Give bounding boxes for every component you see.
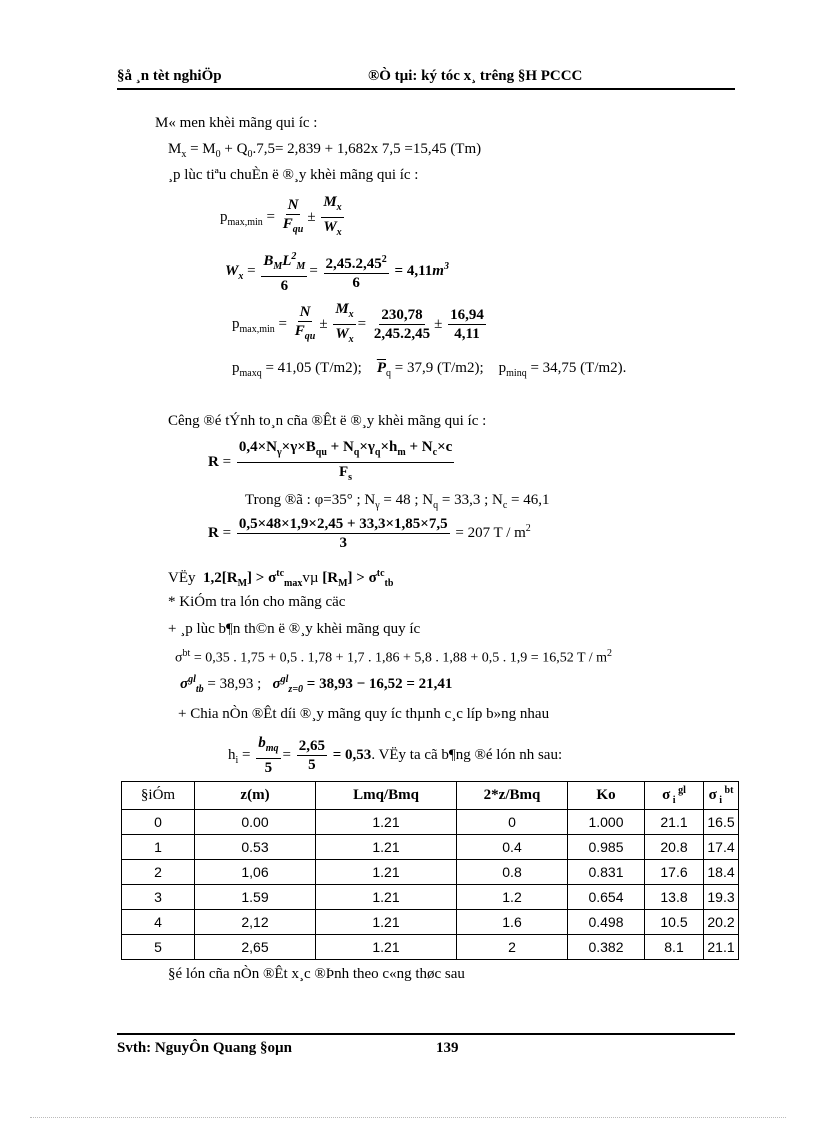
table-row [122,810,739,835]
cell: 2 [457,935,568,960]
hi-formula: $h_i$ = $\frac{b_{mq}}{5}$ = $\frac{2,65}{5}$ = 0,53. VËy ta cã b¶ng ®é lón nh sau: [228,735,563,776]
cell: 1.21 [316,910,457,935]
cell: 1.21 [316,810,457,835]
cell: 18.4 [704,860,739,885]
cell: 0 [457,810,568,835]
after-table-line: §é lón cña nÒn ®Êt x¸c ®Þnh theo c«ng thøc sau [168,966,465,982]
cell: 21.1 [645,810,704,835]
cell: 1 [122,835,195,860]
cell: 5 [122,935,195,960]
cell: 10.5 [645,910,704,935]
pressure-line: ¸p lùc tiªu chuÈn ë ®¸y khèi mãng qui íc : [168,167,419,183]
cell: 17.4 [704,835,739,860]
header-rule [117,88,735,90]
page-edge-divider [30,1117,786,1118]
cell: 0 [122,810,195,835]
cell: 20.2 [704,910,739,935]
page-number: 139 [436,1040,459,1056]
vay-line: VËy $1,2[R_M] > \sigma^{tc}_{max}v\mu$ $[R_M] > \sigma^{tc}_{tb}$ [168,568,394,589]
r-formula: R = $\frac{0,4\times N_\gamma\times\gamma\times B_{qu} + N_q\times\gamma_q\times h_m + N_c\times c}{F_s}$ [208,439,453,483]
col-header: Ko [568,782,645,810]
cell: 2,12 [195,910,316,935]
kiem-line: * KiÓm tra lón cho mãng cäc [168,594,346,610]
table-row [122,860,739,885]
cell: 0.8 [457,860,568,885]
cell: 17.6 [645,860,704,885]
cell: 1.21 [316,885,457,910]
cell: 20.8 [645,835,704,860]
col-header: σ $_i$ $^{bt}$ [704,782,739,810]
col-header: 2*z/Bmq [457,782,568,810]
cell: 1.21 [316,835,457,860]
footer-author: Svth: NguyÔn Quang §oµn [117,1040,292,1056]
col-header: z(m) [195,782,316,810]
settlement-table [121,781,739,960]
cell: 16.5 [704,810,739,835]
col-header: §iÓm [122,782,195,810]
r-numeric: R = $\frac{0,5\times 48\times 1,9\times 2,45 + 33,3\times 1,85\times 7,5}{3}$ = 207 T / $m^2$ [208,516,531,551]
cell: 2,65 [195,935,316,960]
moment-line: M« men khèi mãng qui íc : [155,115,318,131]
cell: 3 [122,885,195,910]
cell: 1.2 [457,885,568,910]
sigma-gl-line: $\sigma^{gl}_{tb} = 38,93$ ; $\sigma^{gl}_{z=0} = 38,93 - 16,52 = 21,41$ [180,674,453,695]
sigma-bt-line: $\sigma^{bt} = 0,35$ . 1,75 + 0,5 . 1,78 + 1,7 . 1,86 + 5,8 . 1,88 + 0,5 . 1,9 = 16,52 T / $m^2$ [175,648,613,666]
cell: 0.00 [195,810,316,835]
table-header-row [122,782,739,810]
cell: 8.1 [645,935,704,960]
cell: 1.000 [568,810,645,835]
header-left: §å ¸n tèt nghiÖp [117,68,222,84]
table-row [122,885,739,910]
footer-rule [117,1033,735,1035]
strength-line: Cêng ®é tÝnh to¸n cña ®Êt ë ®¸y khèi mãng qui íc : [168,413,487,429]
mx-equation: $M_x = M_0 + Q_0.7,5= 2,839 + 1,682x$ 7,5 =15,45 (Tm) [168,141,482,160]
table-row [122,910,739,935]
col-header: Lmq/Bmq [316,782,457,810]
cell: 0.498 [568,910,645,935]
cell: 0.654 [568,885,645,910]
cell: 1.21 [316,935,457,960]
cell: 1.21 [316,860,457,885]
cell: 19.3 [704,885,739,910]
cell: 21.1 [704,935,739,960]
cell: 4 [122,910,195,935]
cell: 2 [122,860,195,885]
cell: 13.8 [645,885,704,910]
table-row [122,835,739,860]
chia-line: + Chia nÒn ®Êt díi ®¸y mãng quy íc thµnh c¸c líp b»ng nhau [178,706,550,722]
pmaxmin-formula: $p_{max,min}$ = $\frac{N}{F_{qu}}$ ± $\frac{M_x}{W_x}$ [220,194,342,238]
table-row [122,935,739,960]
header-right: ®Ò tµi: ký tóc x¸ trêng §H PCCC [368,68,583,84]
cell: 0.53 [195,835,316,860]
cell: 0.985 [568,835,645,860]
trong-line: Trong ®ã : φ=35° ; $N_\gamma = 48$ ; $N_q = 33,3$ ; $N_c = 46,1$ [245,492,550,511]
cell: 0.831 [568,860,645,885]
col-header: σ $_i$ $^{gl}$ [645,782,704,810]
wx-formula: $W_x$ = $\frac{B_ML^2_M}{6}$ = $\frac{2,45.2,45^2}{6}$ = $4,11m^3$ [225,248,449,295]
pmaxmin-numeric: $p_{max,min}$ = $\frac{N}{F_{qu}}$ ± $\frac{M_x}{W_x}$ = $\frac{230,78}{2,45.2,45}$ ± $\frac{16,94}{4,11}$ [232,301,484,345]
pressure-results: $p_{maxq} = 41,05$ (T/m2); $\overline{P}_q = 37,9$ (T/m2); $p_{minq} = 34,75$ (T/m2). [232,360,627,379]
cell: 1.59 [195,885,316,910]
cell: 1.6 [457,910,568,935]
cell: 0.4 [457,835,568,860]
cell: 0.382 [568,935,645,960]
cell: 1,06 [195,860,316,885]
apluc-line: + ¸p lùc b¶n th©n ë ®¸y khèi mãng quy íc [168,621,421,637]
